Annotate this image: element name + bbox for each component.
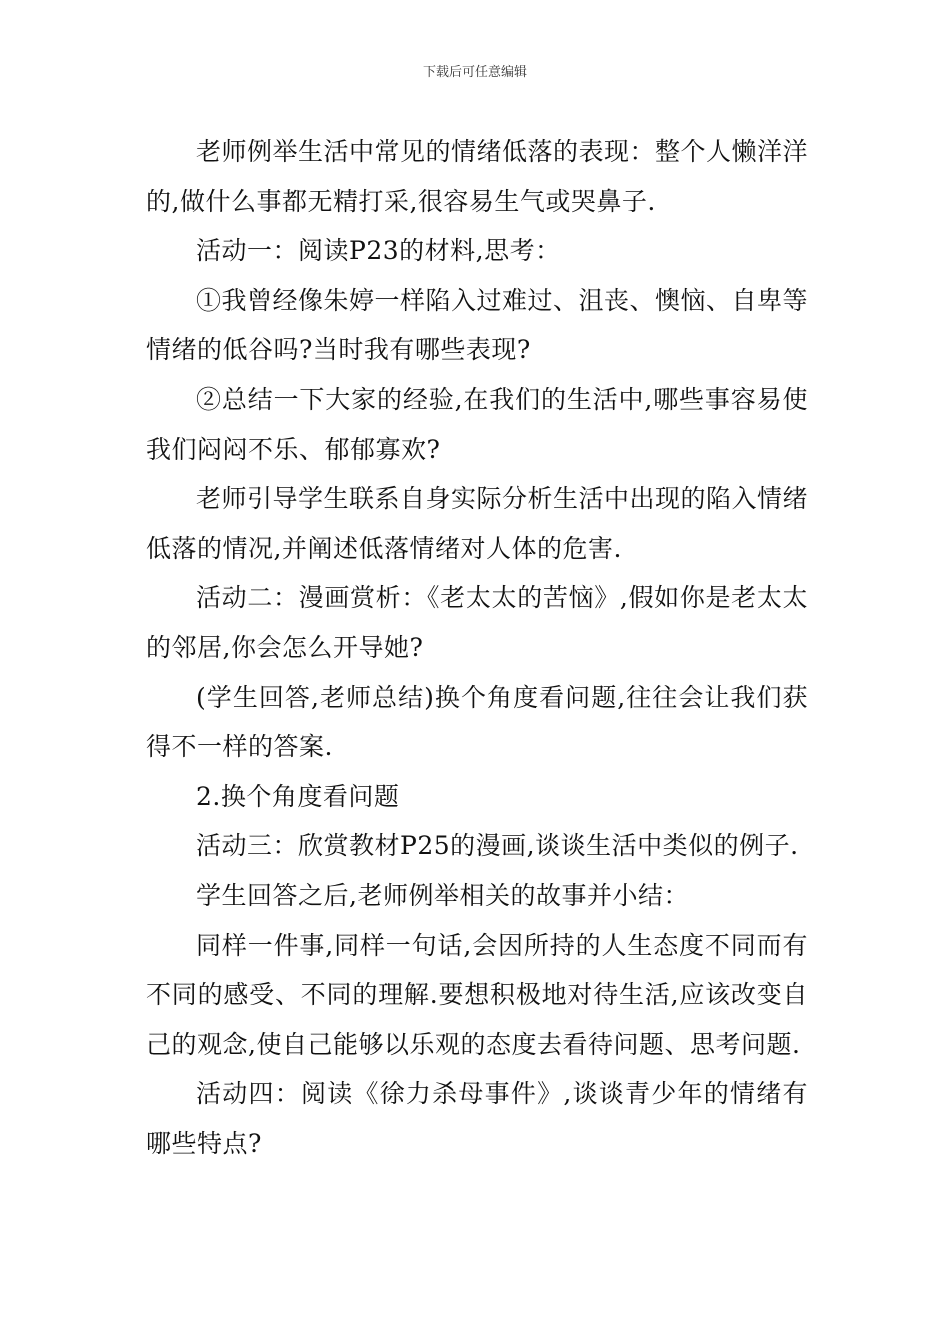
section-heading-change-perspective: 2.换个角度看问题	[196, 781, 400, 811]
paragraph-activity-one: 活动一：阅读P23的材料,思考：	[196, 236, 561, 266]
paragraph-teacher-guidance: 老师引导学生联系自身实际分析生活中出现的陷入情绪低落的情况,并阐述低落情绪对人体的危害.	[146, 484, 809, 563]
paragraph-question-one: ①我曾经像朱婷一样陷入过难过、沮丧、懊恼、自卑等情绪的低谷吗?当时我有哪些表现?	[146, 285, 809, 365]
paragraph-activity-three: 活动三：欣赏教材P25的漫画,谈谈生活中类似的例子.	[196, 831, 799, 861]
paragraph-examples-of-low-mood: 老师例举生活中常见的情绪低落的表现：整个人懒洋洋的,做什么事都无精打采,很容易生气或哭鼻子.	[146, 137, 809, 216]
document-body	[146, 127, 808, 1168]
page-header: 下载后可任意编辑	[422, 65, 527, 80]
paragraph-activity-four: 活动四：阅读《徐力杀母事件》,谈谈青少年的情绪有哪些特点?	[146, 1079, 808, 1158]
paragraph-teacher-summary-intro: 学生回答之后,老师例举相关的故事并小结：	[196, 880, 689, 910]
paragraph-activity-two: 活动二：漫画赏析：《老太太的苦恼》,假如你是老太太的邻居,你会怎么开导她?	[146, 583, 808, 662]
paragraph-student-answer: (学生回答,老师总结)换个角度看问题,往往会让我们获得不一样的答案.	[146, 682, 808, 762]
paragraph-question-two: ②总结一下大家的经验,在我们的生活中,哪些事容易使我们闷闷不乐、郁郁寡欢?	[146, 384, 808, 464]
paragraph-summary: 同样一件事,同样一句话,会因所持的人生态度不同而有不同的感受、不同的理解.要想积极地对待生活,应该改变自己的观念,使自己能够以乐观的态度去看待问题、思考问题.	[146, 930, 808, 1059]
